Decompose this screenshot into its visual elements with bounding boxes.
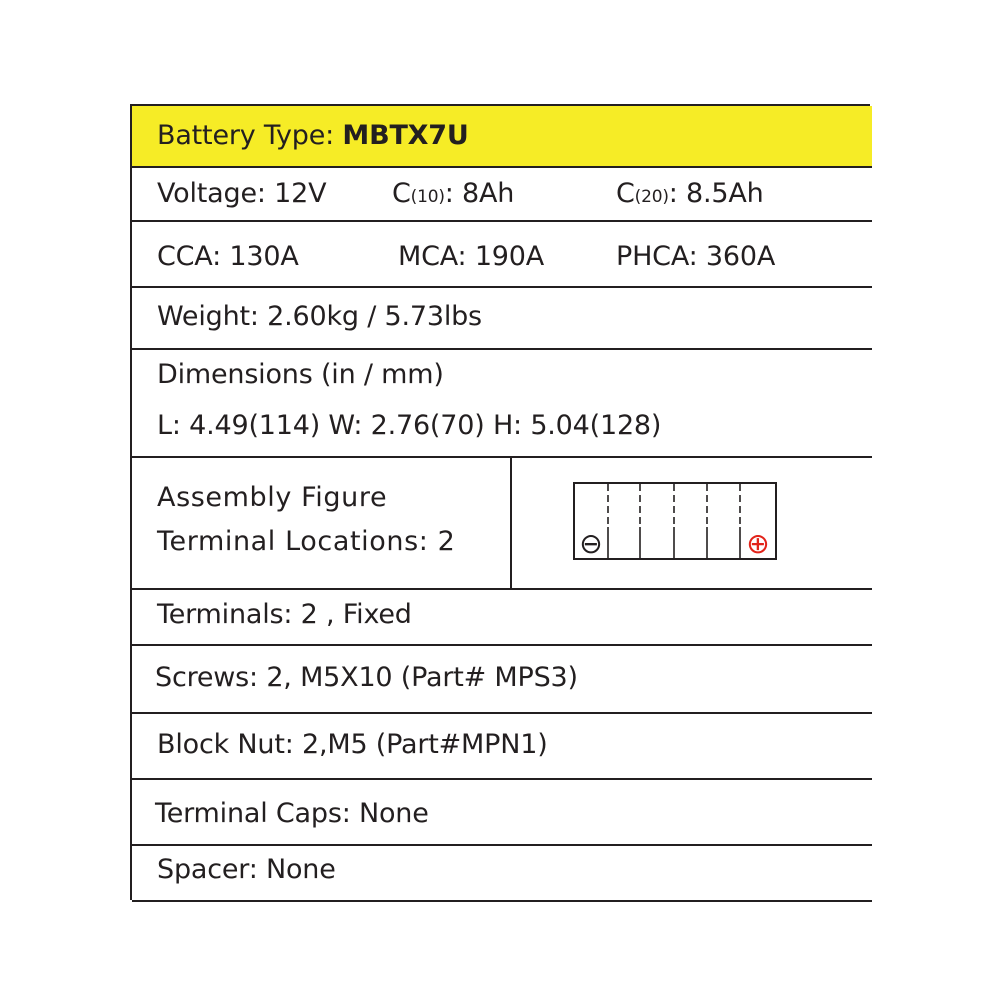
c20-subscript: (20) [634, 187, 669, 207]
battery-type [157, 120, 469, 152]
screws: Screws: 2, M5X10 (Part# MPS3) [155, 662, 578, 693]
dimensions-row [132, 350, 872, 458]
weight-row [132, 288, 872, 350]
phca: PHCA: 360A [616, 241, 776, 272]
capacity-row [132, 168, 872, 222]
assembly-row [132, 458, 872, 590]
battery-type-row [132, 106, 872, 168]
terminal-locations: Terminal Locations: 2 [157, 526, 456, 557]
battery-type-value: MBTX7U [342, 120, 469, 151]
c20-prefix: C [616, 178, 635, 209]
c10-capacity [392, 178, 514, 213]
terminals: Terminals: 2 , Fixed [157, 599, 412, 630]
assembly-title: Assembly Figure [157, 482, 388, 513]
negative-terminal-icon: ⊖ [579, 527, 603, 560]
positive-terminal-icon: ⊕ [746, 527, 770, 560]
dimensions-title: Dimensions (in / mm) [157, 359, 444, 390]
cranking-row [132, 222, 872, 288]
c20-value: : 8.5Ah [668, 178, 764, 209]
terminals-row [132, 590, 872, 646]
weight: Weight: 2.60kg / 5.73lbs [157, 301, 482, 332]
terminal-caps: Terminal Caps: None [155, 798, 429, 829]
dimensions-values: L: 4.49(114) W: 2.76(70) H: 5.04(128) [157, 410, 662, 441]
cca: CCA: 130A [157, 241, 299, 272]
terminal-caps-row [132, 780, 872, 846]
battery-type-label: Battery Type: [157, 120, 335, 151]
c10-subscript: (10) [410, 187, 445, 207]
c10-value: : 8Ah [444, 178, 515, 209]
cell-dividers [608, 484, 740, 527]
c20-capacity [616, 178, 764, 213]
block-nut-row [132, 714, 872, 780]
spacer-row [132, 846, 872, 902]
cell-lines-lower [608, 527, 740, 559]
battery-layout-figure [573, 482, 777, 560]
block-nut: Block Nut: 2,M5 (Part#MPN1) [157, 729, 548, 760]
battery-spec-sheet [130, 104, 870, 900]
voltage: Voltage: 12V [157, 178, 327, 209]
c10-prefix: C [392, 178, 411, 209]
spacer: Spacer: None [157, 854, 336, 885]
assembly-divider [510, 458, 512, 588]
mca: MCA: 190A [398, 241, 545, 272]
screws-row [132, 646, 872, 714]
